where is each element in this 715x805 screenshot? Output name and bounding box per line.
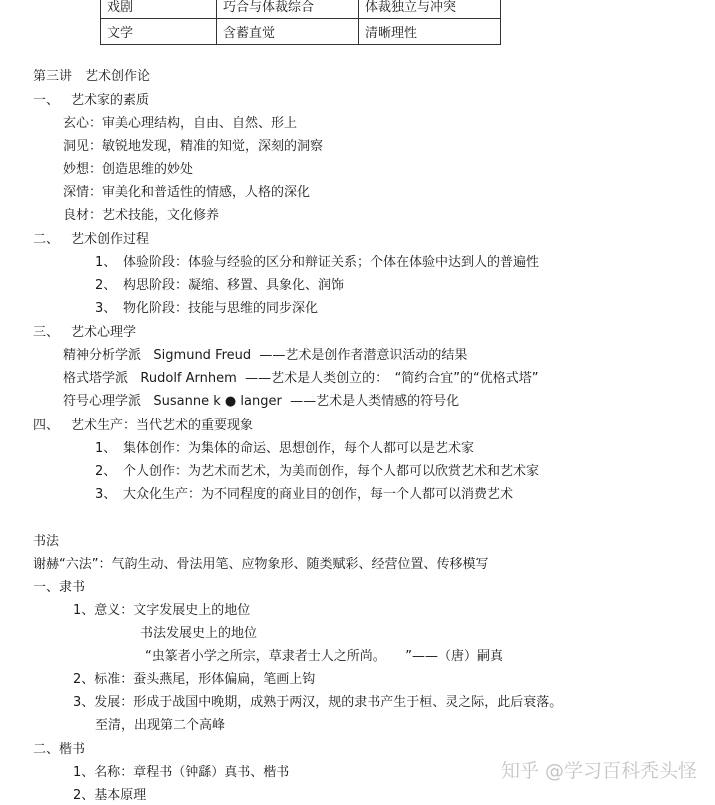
list-item <box>95 440 474 458</box>
list-item: 2、基本原理 <box>73 788 147 803</box>
section-heading <box>33 92 149 110</box>
list-item: 妙想：创造思维的妙处 <box>63 162 194 177</box>
item-number: 3、 <box>95 301 117 316</box>
item-text: 物化阶段：技能与思维的同步深化 <box>123 301 319 316</box>
section-number: 二、 <box>33 232 60 247</box>
table-cell: 巧合与体裁综合 <box>217 0 359 19</box>
list-item: 3、发展：形成于战国中晚期，成熟于两汉，规的隶书产生于桓、灵之际，此后衰落。 <box>73 695 563 710</box>
calligraphy-title: 书法 <box>33 534 60 549</box>
section-heading <box>33 417 253 435</box>
list-item <box>63 370 539 388</box>
section-title: 艺术创作过程 <box>71 232 150 247</box>
section-title: 艺术心理学 <box>71 325 137 340</box>
list-item <box>95 486 513 504</box>
item-text: 大众化生产：为不同程度的商业目的创作，每一个人都可以消费艺术 <box>123 487 514 502</box>
list-item: 良材：艺术技能，文化修养 <box>63 208 220 223</box>
theorist-name: Rudolf Arnhem <box>140 371 237 386</box>
list-item <box>95 277 344 295</box>
theory-description: ——艺术是创作者潜意识活动的结果 <box>259 348 468 363</box>
list-item: 深情：审美化和普适性的情感，人格的深化 <box>63 185 311 200</box>
quote-line: “虫篆者小学之所宗，草隶者士人之所尚。 ”——（唐）嗣真 <box>145 649 503 664</box>
theory-description: ——艺术是人类情感的符号化 <box>290 394 460 409</box>
item-number: 3、 <box>95 487 117 502</box>
table-cell: 体裁独立与冲突 <box>359 0 501 19</box>
list-item <box>63 393 459 411</box>
list-item: 书法发展史上的地位 <box>140 626 258 641</box>
watermark: 知乎 @学习百科秃头怪 <box>500 760 697 782</box>
theorist-name: Susanne k ● langer <box>153 394 282 409</box>
list-item: 1、名称：章程书（钟繇）真书、楷书 <box>73 765 290 780</box>
list-item <box>95 463 539 481</box>
list-item <box>63 347 467 365</box>
item-text: 个人创作：为艺术而艺术，为美而创作，每个人都可以欣赏艺术和艺术家 <box>123 464 540 479</box>
item-text: 构思阶段：凝缩、移置、具象化、润饰 <box>123 278 345 293</box>
list-item <box>95 300 318 318</box>
item-number: 1、 <box>95 441 117 456</box>
list-item: 洞见：敏锐地发现，精准的知觉，深刻的洞察 <box>63 139 324 154</box>
list-item: 1、意义：文字发展史上的地位 <box>73 603 251 618</box>
school-name: 符号心理学派 <box>63 394 142 409</box>
item-text: 体验阶段：体验与经验的区分和辩证关系；个体在体验中达到人的普遍性 <box>123 255 540 270</box>
section-number: 三、 <box>33 325 60 340</box>
section-heading <box>33 231 149 249</box>
subsection-heading: 一、隶书 <box>33 580 86 595</box>
lecture-title: 第三讲 艺术创作论 <box>33 69 151 84</box>
table-cell: 含蓄直觉 <box>217 19 359 45</box>
section-title: 艺术家的素质 <box>71 93 150 108</box>
comparison-table <box>100 0 501 45</box>
section-title: 艺术生产：当代艺术的重要现象 <box>71 418 254 433</box>
list-item <box>95 254 539 272</box>
table-cell: 文学 <box>101 19 217 45</box>
item-number: 1、 <box>95 255 117 270</box>
list-item: 2、标准：蚕头燕尾，形体偏扁，笔画上钩 <box>73 672 316 687</box>
section-number: 一、 <box>33 93 60 108</box>
subsection-heading: 二、楷书 <box>33 742 86 757</box>
list-item: 玄心：审美心理结构，自由、自然、形上 <box>63 116 298 131</box>
six-methods-line: 谢赫“六法”：气韵生动、骨法用笔、应物象形、随类赋彩、经营位置、传移模写 <box>33 557 489 572</box>
school-name: 格式塔学派 <box>63 371 129 386</box>
section-number: 四、 <box>33 418 60 433</box>
table-cell: 清晰理性 <box>359 19 501 45</box>
item-text: 集体创作：为集体的命运、思想创作，每个人都可以是艺术家 <box>123 441 475 456</box>
theory-description: ——艺术是人类创立的： “简约合宜”的“优格式塔” <box>245 371 539 386</box>
section-heading <box>33 324 136 342</box>
table-row <box>101 0 501 19</box>
item-number: 2、 <box>95 464 117 479</box>
item-number: 2、 <box>95 278 117 293</box>
list-item: 至清，出现第二个高峰 <box>95 718 226 733</box>
school-name: 精神分析学派 <box>63 348 142 363</box>
table-row <box>101 19 501 45</box>
table-cell: 戏剧 <box>101 0 217 19</box>
theorist-name: Sigmund Freud <box>153 348 252 363</box>
